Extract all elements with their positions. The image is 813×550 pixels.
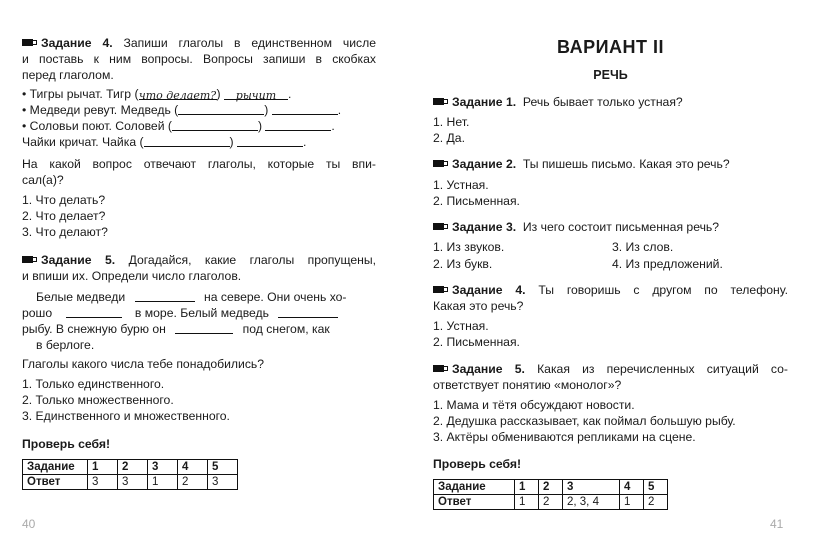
task4-label: Задание 4. xyxy=(41,36,113,50)
option: 4. Из предложений. xyxy=(612,257,723,271)
blank[interactable] xyxy=(172,119,258,131)
pen-icon xyxy=(433,98,448,105)
blank[interactable] xyxy=(135,290,195,302)
handwritten-question: что делает? xyxy=(138,89,217,102)
check-yourself-heading: Проверь себя! xyxy=(22,437,111,451)
table-cell: Ответ xyxy=(23,475,88,490)
option: 3. Актёры обмениваются репликами на сцене. xyxy=(433,430,696,444)
passage-text: Белые медведи xyxy=(36,290,126,304)
blank[interactable] xyxy=(265,119,331,131)
example-3-text: • Соловьи поют. Соловей ( xyxy=(22,119,172,133)
table-cell: 3 xyxy=(563,480,620,495)
passage-line1 xyxy=(36,290,346,305)
option: 1. Устная. xyxy=(433,178,489,192)
table-cell: 1 xyxy=(88,460,118,475)
task5-line1 xyxy=(22,253,376,268)
blank[interactable] xyxy=(66,306,122,318)
example-1 xyxy=(22,87,291,102)
table-cell: 2, 3, 4 xyxy=(563,495,620,510)
table-cell: 1 xyxy=(620,495,644,510)
task5-label: Задание 5. xyxy=(41,253,116,267)
option: 3. Единственного и множественного. xyxy=(22,409,230,423)
option: 1. Из звуков. xyxy=(433,240,505,254)
question1-line2: сал(а)? xyxy=(22,173,64,187)
example-4-text: Чайки кричат. Чайка ( xyxy=(22,135,144,149)
example-1-end: . xyxy=(287,87,292,101)
task3-label: Задание 3. xyxy=(452,220,517,234)
example-2-text: • Медведи ревут. Медведь ( xyxy=(22,103,179,117)
table-row xyxy=(434,480,668,495)
table-cell: 2 xyxy=(118,460,148,475)
table-cell: 2 xyxy=(644,495,668,510)
table-row xyxy=(23,460,238,475)
task5-line1 xyxy=(433,362,788,377)
passage-line4: в берлоге. xyxy=(36,338,95,352)
pen-icon xyxy=(433,223,448,230)
table-cell: 3 xyxy=(88,475,118,490)
option: 1. Нет. xyxy=(433,115,470,129)
table-row xyxy=(23,475,238,490)
table-cell: 3 xyxy=(148,460,178,475)
task4-line1 xyxy=(433,283,788,298)
table-cell: 5 xyxy=(208,460,238,475)
blank[interactable] xyxy=(144,135,230,147)
option: 3. Из слов. xyxy=(612,240,674,254)
option: 1. Что делать? xyxy=(22,193,106,207)
passage-line2 xyxy=(22,306,338,321)
task2-text: Ты пишешь письмо. Какая это речь? xyxy=(522,157,730,171)
table-cell: 3 xyxy=(118,475,148,490)
option: 3. Что делают? xyxy=(22,225,108,239)
page-number: 41 xyxy=(770,517,784,531)
task3-text: Из чего состоит письменная речь? xyxy=(522,220,720,234)
option: 2. Что делает? xyxy=(22,209,106,223)
task5-text: Догадайся, какие глаголы пропущены, xyxy=(128,253,377,267)
task2 xyxy=(433,157,730,172)
option: 2. Да. xyxy=(433,131,465,145)
task5-line2: и впиши их. Определи число глаголов. xyxy=(22,269,242,283)
task1 xyxy=(433,95,683,110)
option: 2. Только множественного. xyxy=(22,393,174,407)
task4-text: Ты говоришь с другом по телефону. xyxy=(538,283,788,297)
pen-icon xyxy=(22,256,37,263)
table-cell: 4 xyxy=(178,460,208,475)
table-cell: Задание xyxy=(23,460,88,475)
pen-icon xyxy=(433,160,448,167)
task4-text: Запиши глаголы в единственном числе xyxy=(123,36,376,50)
task1-label: Задание 1. xyxy=(452,95,517,109)
passage-line3 xyxy=(22,322,330,337)
task3 xyxy=(433,220,719,235)
task4-line2: Какая это речь? xyxy=(433,299,524,313)
pen-icon xyxy=(433,365,448,372)
example-2: • Медведи ревут. Медведь ( ) . xyxy=(22,103,342,117)
task5-label: Задание 5. xyxy=(452,362,525,376)
task4-line3: перед глаголом. xyxy=(22,68,114,82)
option: 1. Устная. xyxy=(433,319,489,333)
check-yourself-heading: Проверь себя! xyxy=(433,457,522,471)
blank[interactable] xyxy=(272,103,338,115)
passage-text: рыбу. В снежную бурю он xyxy=(22,322,166,336)
table-cell: Задание xyxy=(434,480,515,495)
right-page xyxy=(433,0,788,550)
blank[interactable] xyxy=(175,322,233,334)
option: 2. Дедушка рассказывает, как поймал большую рыбу. xyxy=(433,414,736,428)
option: 2. Письменная. xyxy=(433,194,520,208)
pen-icon xyxy=(22,39,37,46)
example-1-text: • Тигры рычат. Тигр ( xyxy=(22,87,139,101)
question2: Глаголы какого числа тебе понадобились? xyxy=(22,357,265,371)
table-cell: 1 xyxy=(515,495,539,510)
option: 2. Из букв. xyxy=(433,257,493,271)
blank[interactable] xyxy=(178,103,264,115)
passage-text: рошо xyxy=(22,306,53,320)
page-title: ВАРИАНТ II xyxy=(556,37,665,57)
task4-line2: и поставь к ним вопросы. Вопросы запиши в скобках xyxy=(22,52,376,66)
pen-icon xyxy=(433,286,448,293)
task5-text: Какая из перечисленных ситуаций со- xyxy=(537,362,788,376)
table-cell: 2 xyxy=(178,475,208,490)
passage-text: под снегом, как xyxy=(242,322,330,336)
handwritten-verb: рычит xyxy=(224,88,288,100)
passage-text: в море. Белый медведь xyxy=(134,306,269,320)
option: 2. Письменная. xyxy=(433,335,520,349)
blank[interactable] xyxy=(237,135,303,147)
task2-label: Задание 2. xyxy=(452,157,517,171)
example-4: Чайки кричат. Чайка ( ) . xyxy=(22,135,307,149)
table-cell: 4 xyxy=(620,480,644,495)
table-cell: Ответ xyxy=(434,495,515,510)
example-3: • Соловьи поют. Соловей ( ) . xyxy=(22,119,335,133)
answer-table xyxy=(433,479,668,510)
example-1-mid: ) xyxy=(216,87,224,101)
table-cell: 5 xyxy=(644,480,668,495)
task4-line1 xyxy=(22,36,376,51)
table-cell: 1 xyxy=(515,480,539,495)
passage-text: на севере. Они очень хо- xyxy=(203,290,347,304)
table-row xyxy=(434,495,668,510)
blank[interactable] xyxy=(278,306,338,318)
option: 1. Мама и тётя обсуждают новости. xyxy=(433,398,635,412)
section-title: РЕЧЬ xyxy=(593,68,628,82)
question1-line1: На какой вопрос отвечают глаголы, которые ты впи- xyxy=(22,157,376,171)
table-cell: 3 xyxy=(208,475,238,490)
task4-label: Задание 4. xyxy=(452,283,526,297)
table-cell: 2 xyxy=(539,480,563,495)
task1-text: Речь бывает только устная? xyxy=(522,95,683,109)
table-cell: 1 xyxy=(148,475,178,490)
table-cell: 2 xyxy=(539,495,563,510)
option: 1. Только единственного. xyxy=(22,377,165,391)
task5-line2: ответствует понятию «монолог»? xyxy=(433,378,622,392)
answer-table xyxy=(22,459,238,490)
page-number: 40 xyxy=(22,517,36,531)
